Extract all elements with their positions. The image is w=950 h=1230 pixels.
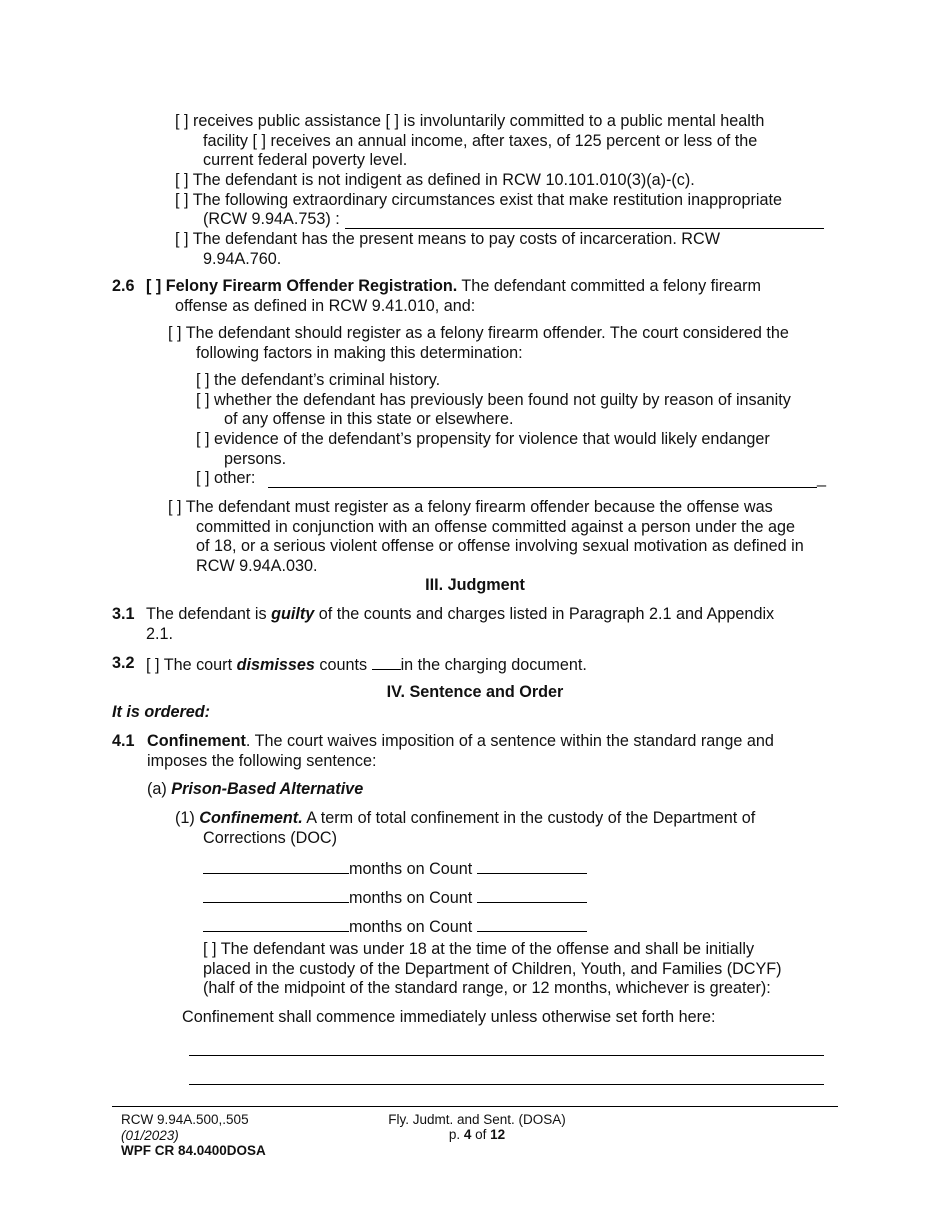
commence-blank-line-2[interactable] (189, 1084, 824, 1085)
count-blank-2[interactable] (477, 887, 587, 903)
other-blank-tail: _ (817, 469, 827, 487)
incarceration-item-line1: [ ] The defendant has the present means to pay costs of incarceration. RCW (175, 230, 720, 248)
section-4-1-line2: imposes the following sentence: (147, 752, 377, 770)
months-blank-2[interactable] (203, 887, 349, 903)
must-register-line3: of 18, or a serious violent offense or offense involving sexual motivation as defined in (196, 537, 804, 555)
footer-page-pre: p. (448, 1127, 464, 1142)
factor-criminal-history: [ ] the defendant’s criminal history. (196, 371, 441, 389)
factor-insanity-line2: of any offense in this state or elsewhere. (224, 410, 514, 428)
months-label-1: months on Count (349, 860, 473, 878)
footer-page-total: 12 (490, 1127, 506, 1142)
commence-blank-line-1[interactable] (189, 1055, 824, 1056)
section-3-2-pre: [ ] The court (146, 656, 237, 674)
factor-insanity-line1: [ ] whether the defendant has previously been found not guilty by reason of insanity (196, 391, 791, 409)
it-is-ordered: It is ordered: (112, 703, 211, 721)
count-blank-1[interactable] (477, 858, 587, 874)
section-3-2-number: 3.2 (112, 654, 135, 672)
confinement-label: (1) (175, 809, 200, 827)
confinement-line2: Corrections (DOC) (203, 829, 338, 847)
section-3-1-post: of the counts and charges listed in Paragraph 2.1 and Appendix (314, 605, 775, 623)
extraordinary-item-line2: (RCW 9.94A.753) : (203, 210, 340, 228)
confinement-title: Confinement. (199, 809, 303, 827)
commence-text: Confinement shall commence immediately unless otherwise set forth here: (182, 1008, 716, 1026)
sentence-heading: IV. Sentence and Order (386, 683, 564, 701)
section-3-1-line2: 2.1. (146, 625, 174, 643)
footer-page-mid: of (471, 1127, 491, 1142)
section-3-1-guilty: guilty (271, 605, 315, 623)
subsection-a-title: Prison-Based Alternative (171, 780, 364, 798)
confinement-item (175, 809, 755, 829)
under-18-line3: (half of the midpoint of the standard range, or 12 months, whichever is greater): (203, 979, 771, 997)
section-4-1-title: Confinement (147, 732, 246, 750)
factor-violence-line1: [ ] evidence of the defendant’s propensity for violence that would likely endanger (196, 430, 770, 448)
footer-rcw: RCW 9.94A.500,.505 (121, 1112, 249, 1127)
months-row-1 (203, 858, 587, 880)
subsection-a-label: (a) (147, 780, 172, 798)
should-register-line2: following factors in making this determination: (196, 344, 523, 362)
months-label-2: months on Count (349, 889, 473, 907)
dismissed-counts-blank[interactable] (372, 654, 401, 670)
must-register-line2: committed in conjunction with an offense committed against a person under the age (196, 518, 795, 536)
confinement-text: A term of total confinement in the custody of the Department of (302, 809, 756, 827)
section-2-6-heading (146, 277, 761, 297)
footer-title: Fly. Judmt. and Sent. (DOSA) (388, 1112, 566, 1127)
assistance-item-line2: facility [ ] receives an annual income, after taxes, of 125 percent or less of the (203, 132, 758, 150)
footer-date: (01/2023) (121, 1128, 179, 1143)
factor-other: [ ] other: (196, 469, 256, 487)
months-blank-3[interactable] (203, 916, 349, 932)
assistance-item-line1: [ ] receives public assistance [ ] is involuntarily committed to a public mental health (175, 112, 765, 130)
section-3-2-post: in the charging document. (400, 656, 587, 674)
footer-page-number: 4 (463, 1127, 472, 1142)
footer-divider (112, 1106, 838, 1107)
extraordinary-item-line1: [ ] The following extraordinary circumstances exist that make restitution inappropriate (175, 191, 783, 209)
count-blank-3[interactable] (477, 916, 587, 932)
under-18-line2: placed in the custody of the Department of Children, Youth, and Families (DCYF) (203, 960, 782, 978)
section-2-6-number: 2.6 (112, 277, 135, 295)
under-18-line1: [ ] The defendant was under 18 at the time of the offense and shall be initially (203, 940, 755, 958)
months-blank-1[interactable] (203, 858, 349, 874)
must-register-line1: [ ] The defendant must register as a felony firearm offender because the offense was (168, 498, 773, 516)
factor-violence-line2: persons. (224, 450, 287, 468)
must-register-line4: RCW 9.94A.030. (196, 557, 318, 575)
months-row-3 (203, 916, 587, 938)
other-blank-line[interactable] (268, 487, 817, 488)
footer-form-number: WPF CR 84.0400DOSA (121, 1143, 266, 1158)
months-label-3: months on Count (349, 918, 473, 936)
not-indigent-item: [ ] The defendant is not indigent as defined in RCW 10.101.010(3)(a)-(c). (175, 171, 695, 189)
section-2-6-checkbox[interactable]: [ ] (146, 277, 162, 295)
section-3-2-text (146, 654, 587, 676)
months-row-2 (203, 887, 587, 909)
section-3-1-text (146, 605, 774, 625)
section-3-1-pre: The defendant is (146, 605, 272, 623)
section-3-1-number: 3.1 (112, 605, 135, 623)
section-3-2-mid: counts (314, 656, 372, 674)
should-register-line1: [ ] The defendant should register as a felony firearm offender. The court considered the (168, 324, 789, 342)
section-4-1-number: 4.1 (112, 732, 135, 750)
section-3-2-dismisses: dismisses (236, 656, 315, 674)
judgment-heading: III. Judgment (425, 576, 525, 594)
footer-page (377, 1127, 577, 1143)
section-4-1-text (147, 732, 774, 752)
incarceration-item-line2: 9.94A.760. (203, 250, 282, 268)
assistance-item-line3: current federal poverty level. (203, 151, 408, 169)
section-4-1-body: . The court waives imposition of a sentence within the standard range and (245, 732, 774, 750)
section-2-6-text: The defendant committed a felony firearm (457, 277, 762, 295)
section-2-6-text-line2: offense as defined in RCW 9.41.010, and: (175, 297, 476, 315)
section-2-6-title: Felony Firearm Offender Registration. (165, 277, 458, 295)
restitution-blank-line[interactable] (345, 228, 824, 229)
subsection-a (147, 780, 363, 800)
